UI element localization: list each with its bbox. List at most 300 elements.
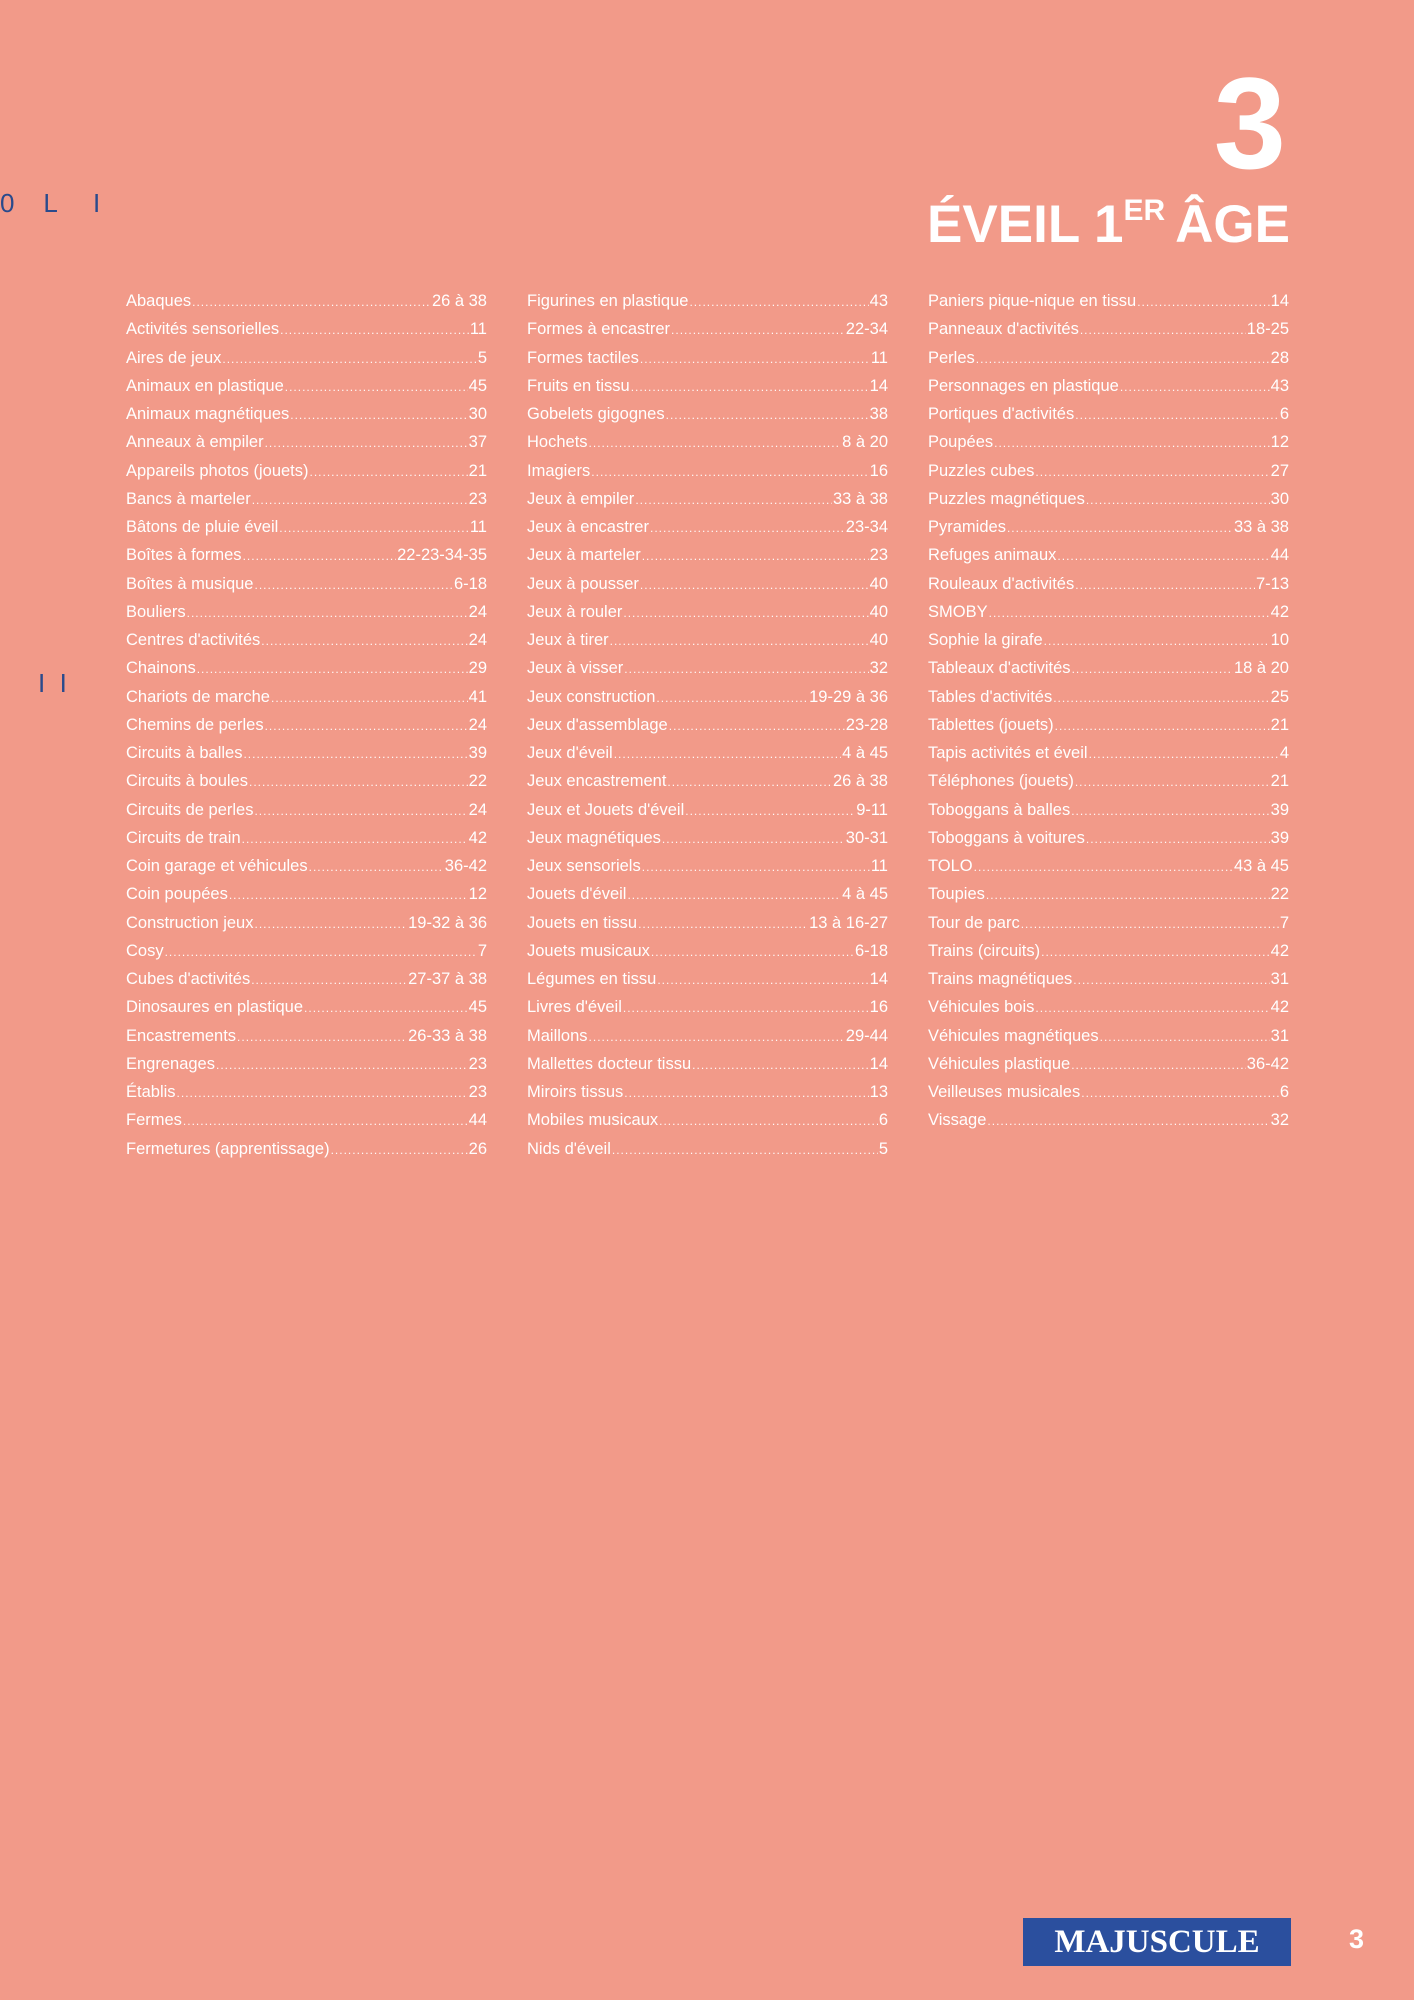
index-entry-label: Mallettes docteur tissu <box>527 1054 692 1073</box>
index-entry-page: 24 <box>468 715 487 734</box>
dot-leader <box>237 1023 407 1050</box>
index-entry-page: 40 <box>869 602 888 621</box>
dot-leader <box>177 1079 468 1106</box>
index-entry-page: 43 <box>1270 376 1289 395</box>
index-entry-label: Puzzles cubes <box>928 461 1035 480</box>
index-entry-label: Cosy <box>126 941 164 960</box>
index-entry-label: Engrenages <box>126 1054 215 1073</box>
index-entry-page: 9-11 <box>856 800 888 819</box>
index-entry <box>928 457 1289 485</box>
page-number: 3 <box>1348 1924 1364 1954</box>
dot-leader <box>254 797 467 824</box>
index-entry-label: Toupies <box>928 885 985 904</box>
dot-leader <box>612 1136 878 1163</box>
index-entry-label: Coin poupées <box>126 885 228 904</box>
index-entry-label: Jeux à marteler <box>527 546 641 565</box>
index-entry-label: Jouets musicaux <box>527 941 650 960</box>
index-entry <box>527 598 888 626</box>
index-entry <box>126 880 487 908</box>
index-entry <box>126 570 487 598</box>
dot-leader <box>1035 994 1269 1021</box>
dot-leader <box>1089 740 1279 767</box>
index-entry-page: 6 <box>1279 1083 1289 1101</box>
index-entry-label: Livres d'éveil <box>527 998 622 1017</box>
edge-index-marks-top: 0 L I <box>0 188 101 218</box>
index-entry <box>126 1078 487 1106</box>
index-entry-page: 23 <box>468 1083 487 1101</box>
index-entry <box>928 485 1289 513</box>
index-entry-label: Encastrements <box>126 1026 237 1045</box>
index-column-3 <box>928 287 1289 1163</box>
index-entry <box>527 824 888 852</box>
index-entry-label: Boîtes à musique <box>126 574 254 593</box>
index-entry <box>928 965 1289 993</box>
index-entry <box>527 993 888 1021</box>
index-entry-label: Tour de parc <box>928 913 1020 932</box>
index-entry-page: 42 <box>1270 998 1289 1017</box>
index-entry <box>126 513 487 541</box>
index-entry-label: Jeux à tirer <box>527 631 609 649</box>
index-entry-page: 18-25 <box>1246 320 1289 339</box>
dot-leader <box>1057 542 1269 569</box>
dot-leader <box>192 288 431 315</box>
index-entry <box>527 1106 888 1134</box>
index-entry-page: 18 à 20 <box>1233 659 1289 678</box>
index-entry <box>126 796 487 824</box>
dot-leader <box>197 655 468 682</box>
index-entry <box>126 654 487 682</box>
index-entry-label: Animaux magnétiques <box>126 405 290 423</box>
index-entry <box>928 315 1289 343</box>
dot-leader <box>1100 1023 1270 1050</box>
dot-leader <box>242 825 468 852</box>
dot-leader <box>635 486 832 513</box>
index-entry-page: 45 <box>468 376 487 395</box>
index-entry <box>126 428 487 456</box>
index-entry-label: Trains magnétiques <box>928 970 1073 988</box>
index-entry <box>126 739 487 767</box>
dot-leader <box>1073 966 1269 993</box>
index-entry-page: 7-13 <box>1255 574 1289 593</box>
index-entry-page: 32 <box>1270 1111 1289 1130</box>
index-entry-page: 36-42 <box>1246 1054 1289 1073</box>
index-entry-page: 6 <box>878 1111 888 1130</box>
index-entry <box>928 824 1289 852</box>
dot-leader <box>222 345 476 372</box>
index-entry-page: 33 à 38 <box>1233 518 1289 536</box>
index-entry-label: Jeux d'éveil <box>527 744 613 762</box>
index-entry-label: Toboggans à balles <box>928 800 1071 819</box>
index-entry-label: Véhicules magnétiques <box>928 1026 1099 1045</box>
index-entry-page: 16 <box>869 461 888 480</box>
index-entry-page: 45 <box>468 998 487 1017</box>
index-entry <box>527 1135 888 1163</box>
index-entry-label: Trains (circuits) <box>928 941 1041 960</box>
index-entry <box>527 739 888 767</box>
index-entry-label: Jeux sensoriels <box>527 857 641 875</box>
index-entry-label: Jouets en tissu <box>527 913 638 932</box>
index-entry-label: Tablettes (jouets) <box>928 715 1054 734</box>
dot-leader <box>1075 401 1279 428</box>
index-entry-page: 37 <box>468 433 487 452</box>
index-entry-page: 5 <box>477 348 487 367</box>
index-entry-label: Cubes d'activités <box>126 970 251 988</box>
index-entry-label: Anneaux à empiler <box>126 433 264 452</box>
index-entry-page: 24 <box>468 602 487 621</box>
index-entry <box>928 683 1289 711</box>
dot-leader <box>610 627 869 654</box>
dot-leader <box>589 1023 845 1050</box>
index-entry-label: Jeux à empiler <box>527 489 635 508</box>
index-entry <box>126 909 487 937</box>
index-entry-page: 27-37 à 38 <box>408 970 487 988</box>
index-entry-label: Coin garage et véhicules <box>126 857 308 875</box>
dot-leader <box>1075 571 1255 598</box>
dot-leader <box>265 712 468 739</box>
dot-leader <box>1086 825 1270 852</box>
dot-leader <box>310 458 468 485</box>
index-entry-label: Vissage <box>928 1111 987 1130</box>
index-entry-label: Fermetures (apprentissage) <box>126 1139 330 1158</box>
chapter-title-part1: ÉVEIL 1 <box>927 195 1124 254</box>
index-entry <box>527 852 888 880</box>
dot-leader <box>1071 1051 1246 1078</box>
index-entry-label: Personnages en plastique <box>928 376 1119 395</box>
index-entry-label: Véhicules bois <box>928 998 1035 1017</box>
index-entry <box>126 1022 487 1050</box>
index-entry-page: 24 <box>468 631 487 649</box>
index-entry-page: 30-31 <box>845 828 888 847</box>
index-entry-label: Centres d'activités <box>126 631 261 649</box>
dot-leader <box>249 768 468 795</box>
index-entry-label: Bancs à marteler <box>126 489 251 508</box>
index-entry <box>928 654 1289 682</box>
index-entry-page: 27 <box>1270 461 1289 480</box>
index-entry-label: Jeux et Jouets d'éveil <box>527 800 685 819</box>
index-entry-label: Toboggans à voitures <box>928 828 1085 847</box>
index-entry <box>527 937 888 965</box>
index-entry-page: 11 <box>870 348 888 367</box>
dot-leader <box>627 881 841 908</box>
dot-leader <box>290 401 467 428</box>
index-entry <box>126 683 487 711</box>
dot-leader <box>216 1051 468 1078</box>
index-entry-page: 38 <box>869 405 888 423</box>
dot-leader <box>671 316 845 343</box>
index-entry <box>527 683 888 711</box>
index-entry-label: Mobiles musicaux <box>527 1111 659 1130</box>
dot-leader <box>331 1136 468 1163</box>
index-entry <box>928 852 1289 880</box>
index-entry-page: 30 <box>468 405 487 423</box>
dot-leader <box>666 401 869 428</box>
index-entry-page: 6-18 <box>453 574 487 593</box>
dot-leader <box>614 740 841 767</box>
index-entry-label: Dinosaures en plastique <box>126 998 304 1017</box>
index-entry-label: Établis <box>126 1083 176 1101</box>
index-entry-label: Jeux à rouler <box>527 602 623 621</box>
index-entry-page: 13 à 16-27 <box>809 913 888 932</box>
index-entry-page: 42 <box>1270 941 1289 960</box>
index-entry-label: Circuits à boules <box>126 772 248 791</box>
index-entry <box>928 541 1289 569</box>
dot-leader <box>265 429 468 456</box>
index-entry-label: Chemins de perles <box>126 715 264 734</box>
index-entry-page: 16 <box>869 998 888 1017</box>
index-entry <box>126 344 487 372</box>
index-entry-label: Gobelets gigognes <box>527 405 665 423</box>
index-entry-page: 29 <box>468 659 487 678</box>
dot-leader <box>689 288 868 315</box>
index-entry-page: 24 <box>468 800 487 819</box>
brand-logo <box>1023 1918 1291 1966</box>
index-entry <box>527 315 888 343</box>
dot-leader <box>271 684 468 711</box>
index-entry-page: 40 <box>869 631 888 649</box>
index-entry-page: 23-28 <box>845 715 888 734</box>
dot-leader <box>685 797 855 824</box>
index-entry-page: 11 <box>469 320 487 339</box>
index-entry-page: 25 <box>1270 687 1289 706</box>
dot-leader <box>640 345 870 372</box>
index-entry-label: Jeux à visser <box>527 659 624 678</box>
index-entry-label: Boîtes à formes <box>126 546 242 565</box>
dot-leader <box>243 740 467 767</box>
index-entry <box>928 1050 1289 1078</box>
index-entry <box>928 739 1289 767</box>
index-column-2 <box>527 287 888 1163</box>
index-entry-page: 12 <box>1270 433 1289 452</box>
index-entry-page: 36-42 <box>444 857 487 875</box>
dot-leader <box>183 1107 468 1134</box>
index-column-1 <box>126 287 487 1163</box>
dot-leader <box>662 825 845 852</box>
index-entry <box>126 400 487 428</box>
index-entry <box>928 1078 1289 1106</box>
index-entry-label: Circuits de train <box>126 828 241 847</box>
dot-leader <box>229 881 468 908</box>
index-entry <box>928 344 1289 372</box>
index-entry-label: Imagiers <box>527 461 591 480</box>
index-entry-page: 26 à 38 <box>832 772 888 791</box>
dot-leader <box>640 571 869 598</box>
index-entry-label: Bâtons de pluie éveil <box>126 518 279 536</box>
index-entry-label: Formes à encastrer <box>527 320 671 339</box>
dot-leader <box>243 542 397 569</box>
index-entry <box>527 1050 888 1078</box>
index-entry-page: 42 <box>468 828 487 847</box>
index-entry-page: 23 <box>869 546 888 565</box>
index-entry-label: Tableaux d'activités <box>928 659 1071 678</box>
dot-leader <box>638 910 808 937</box>
dot-leader <box>165 938 477 965</box>
index-entry-page: 30 <box>1270 489 1289 508</box>
index-entry <box>126 965 487 993</box>
index-entry-page: 44 <box>1270 546 1289 565</box>
index-entry-label: Refuges animaux <box>928 546 1057 565</box>
index-entry <box>126 598 487 626</box>
index-entry <box>126 937 487 965</box>
index-entry <box>928 1106 1289 1134</box>
index-entry-page: 19-32 à 36 <box>408 913 487 932</box>
index-entry-label: Animaux en plastique <box>126 376 284 395</box>
index-entry <box>527 654 888 682</box>
dot-leader <box>623 994 869 1021</box>
dot-leader <box>1053 684 1269 711</box>
index-entry <box>527 1022 888 1050</box>
index-entry <box>527 570 888 598</box>
index-entry-label: Hochets <box>527 433 588 452</box>
dot-leader <box>1072 655 1233 682</box>
dot-leader <box>1021 910 1279 937</box>
index-entry-page: 26 à 38 <box>431 292 487 310</box>
index-entry-label: Panneaux d'activités <box>928 320 1079 339</box>
index-entry-page: 12 <box>468 885 487 904</box>
dot-leader <box>692 1051 868 1078</box>
chapter-title-part2: ÂGE <box>1175 195 1290 254</box>
index-entry-page: 6-18 <box>854 941 888 960</box>
index-entry-page: 21 <box>1270 715 1289 734</box>
index-entry <box>928 570 1289 598</box>
index-entry-page: 43 <box>869 292 888 310</box>
chapter-title <box>927 194 1290 254</box>
index-entry <box>527 513 888 541</box>
dot-leader <box>624 1079 868 1106</box>
index-entry-label: Portiques d'activités <box>928 405 1075 423</box>
index-entry-label: Chainons <box>126 659 196 678</box>
dot-leader <box>974 853 1233 880</box>
index-entry-label: Aires de jeux <box>126 348 222 367</box>
index-entry-label: Miroirs tissus <box>527 1083 624 1101</box>
dot-leader <box>1120 373 1270 400</box>
chapter-number: 3 <box>1213 50 1286 196</box>
index-entry <box>928 909 1289 937</box>
index-entry-page: 39 <box>1270 828 1289 847</box>
index-entry-page: 23-34 <box>845 518 888 536</box>
index-entry-label: Sophie la girafe <box>928 631 1043 649</box>
index-columns <box>126 287 1289 1163</box>
index-entry <box>928 287 1289 315</box>
dot-leader <box>1055 712 1270 739</box>
index-entry-label: TOLO <box>928 857 973 875</box>
index-entry <box>126 852 487 880</box>
index-entry-page: 4 à 45 <box>842 744 888 762</box>
index-entry <box>126 541 487 569</box>
index-entry <box>527 796 888 824</box>
index-entry-page: 31 <box>1270 970 1289 988</box>
dot-leader <box>656 684 808 711</box>
index-entry-page: 21 <box>468 461 487 480</box>
index-entry-page: 31 <box>1270 1026 1289 1045</box>
dot-leader <box>642 853 870 880</box>
index-entry-page: 7 <box>1279 913 1289 932</box>
dot-leader <box>631 373 869 400</box>
index-entry-page: 22 <box>1270 885 1289 904</box>
index-entry <box>126 287 487 315</box>
index-entry-label: Construction jeux <box>126 913 254 932</box>
index-entry-page: 14 <box>869 376 888 395</box>
dot-leader <box>987 1107 1269 1134</box>
index-entry-page: 14 <box>869 970 888 988</box>
index-entry <box>527 485 888 513</box>
dot-leader <box>187 599 468 626</box>
index-entry <box>527 344 888 372</box>
index-entry-page: 23 <box>468 1054 487 1073</box>
index-entry <box>928 598 1289 626</box>
dot-leader <box>1035 458 1269 485</box>
index-entry <box>928 1022 1289 1050</box>
index-entry <box>928 711 1289 739</box>
index-entry-label: Pyramides <box>928 518 1006 536</box>
index-entry-label: Chariots de marche <box>126 687 270 706</box>
index-entry-label: Jeux à encastrer <box>527 518 649 536</box>
index-entry-page: 40 <box>869 574 888 593</box>
dot-leader <box>1041 938 1270 965</box>
index-entry <box>928 372 1289 400</box>
index-entry-page: 4 <box>1279 744 1289 762</box>
index-entry-label: Rouleaux d'activités <box>928 574 1075 593</box>
index-entry <box>527 287 888 315</box>
index-entry <box>126 457 487 485</box>
index-entry-page: 23 <box>468 489 487 508</box>
dot-leader <box>1081 1079 1279 1106</box>
index-entry-page: 5 <box>878 1139 888 1158</box>
index-entry <box>126 824 487 852</box>
index-entry-label: Circuits de perles <box>126 800 254 819</box>
dot-leader <box>304 994 468 1021</box>
index-entry <box>527 909 888 937</box>
dot-leader <box>1007 514 1233 541</box>
index-entry-page: 41 <box>468 687 487 706</box>
index-entry-page: 26-33 à 38 <box>408 1026 487 1045</box>
index-entry <box>126 1135 487 1163</box>
dot-leader <box>623 599 868 626</box>
index-entry <box>928 767 1289 795</box>
index-entry-label: Figurines en plastique <box>527 292 689 310</box>
index-entry <box>527 428 888 456</box>
index-entry <box>928 513 1289 541</box>
index-entry-label: Appareils photos (jouets) <box>126 461 309 480</box>
index-entry-page: 26 <box>468 1139 487 1158</box>
index-entry-label: Veilleuses musicales <box>928 1083 1081 1101</box>
edge-index-marks-middle: I I <box>38 668 67 698</box>
index-entry-page: 11 <box>469 518 487 536</box>
index-entry <box>126 315 487 343</box>
dot-leader <box>589 429 842 456</box>
index-entry-page: 14 <box>869 1054 888 1073</box>
index-entry <box>126 626 487 654</box>
index-entry <box>527 541 888 569</box>
index-entry-page: 10 <box>1270 631 1289 649</box>
index-entry-label: Fruits en tissu <box>527 376 630 395</box>
index-entry <box>928 400 1289 428</box>
index-entry-label: Activités sensorielles <box>126 320 280 339</box>
index-entry-page: 7 <box>477 941 487 960</box>
index-entry <box>928 993 1289 1021</box>
dot-leader <box>591 458 868 485</box>
dot-leader <box>624 655 868 682</box>
dot-leader <box>651 938 854 965</box>
index-entry-label: Tapis activités et éveil <box>928 744 1088 762</box>
index-entry <box>126 1050 487 1078</box>
index-entry-label: Fermes <box>126 1111 182 1130</box>
index-entry <box>928 880 1289 908</box>
index-entry-label: Formes tactiles <box>527 348 639 367</box>
index-entry <box>527 965 888 993</box>
dot-leader <box>1080 316 1246 343</box>
index-entry-page: 44 <box>468 1111 487 1130</box>
dot-leader <box>667 768 832 795</box>
